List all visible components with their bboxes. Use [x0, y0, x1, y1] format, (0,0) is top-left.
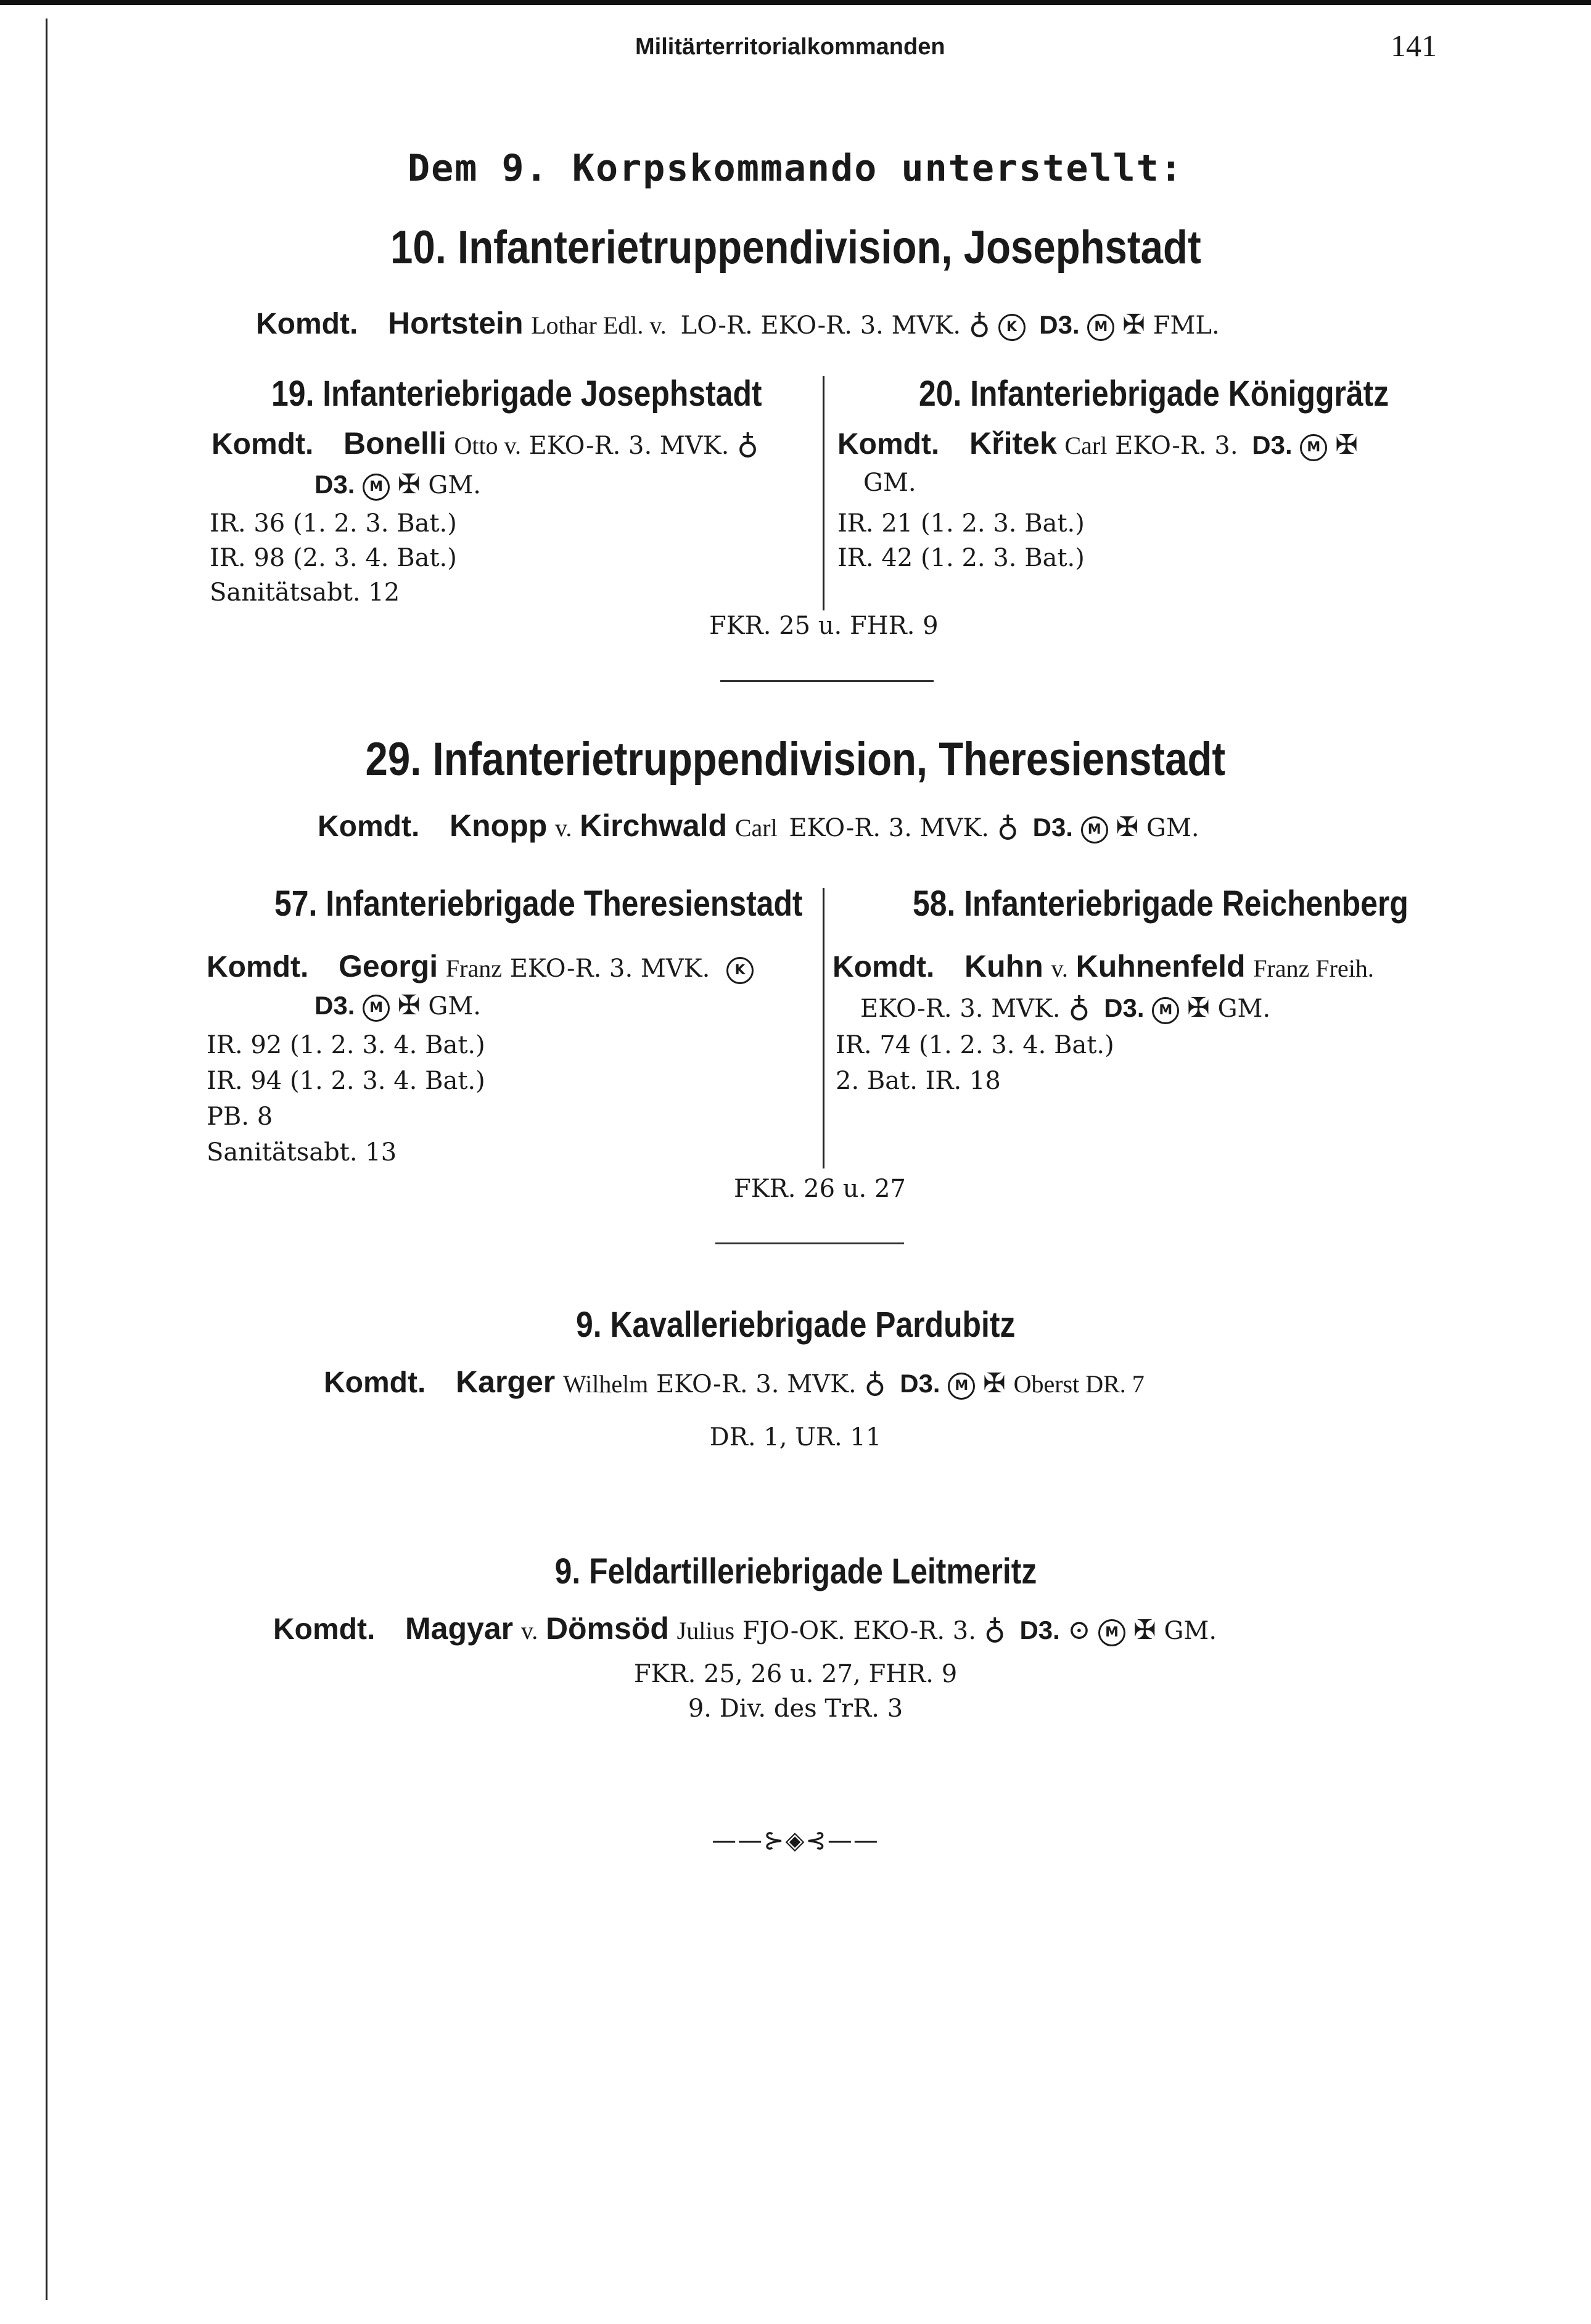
cross-icon: ✠ [1335, 429, 1358, 461]
medal-icon: ♁ [984, 1612, 1006, 1646]
divider [720, 680, 934, 682]
division-10-title: 10. Infanterietruppendivision, Josephstadt [390, 221, 1201, 274]
artillery-brigade-commander: Komdt. Magyar v. Dömsöd Julius FJO-OK. EKO-R. 3. ♁ D3. ⊙ M ✠ GM. [273, 1611, 1217, 1646]
top-border [0, 0, 1591, 5]
division-29-commander: Komdt. Knopp v. Kirchwald Carl EKO-R. 3. MVK. ♁ D3. M ✠ GM. [318, 808, 1199, 844]
division-29-artillery: FKR. 26 u. 27 [734, 1175, 906, 1203]
medal-icon: ♁ [1068, 990, 1090, 1024]
m-badge-icon: M [363, 995, 390, 1022]
binding-edge [46, 18, 47, 2300]
k-badge-icon: K [998, 314, 1026, 341]
brigade-19-unit: IR. 36 (1. 2. 3. Bat.) [210, 509, 457, 538]
medal-icon: ♁ [997, 809, 1019, 844]
m-badge-icon: M [1098, 1619, 1125, 1646]
brigade-57-commander: Komdt. Georgi Franz EKO-R. 3. MVK. K [207, 948, 754, 984]
m-badge-icon: M [1087, 314, 1114, 341]
division-10-commander: Komdt. Hortstein Lothar Edl. v. LO-R. EKO-R. 3. MVK. ♁ K D3. M ✠ FML. [256, 306, 1220, 341]
brigade-58-unit: IR. 74 (1. 2. 3. 4. Bat.) [836, 1031, 1114, 1059]
brigade-57-unit: Sanitätsabt. 13 [207, 1138, 397, 1167]
brigade-57-unit: IR. 94 (1. 2. 3. 4. Bat.) [207, 1067, 485, 1095]
brigade-20-commander-line2: GM. [863, 469, 916, 497]
cross-icon: ✠ [1186, 992, 1210, 1024]
brigade-58-commander: Komdt. Kuhn v. Kuhnenfeld Franz Freih. [832, 949, 1374, 983]
running-title: Militärterritorialkommanden [635, 34, 945, 60]
brigade-58-commander-line2: EKO-R. 3. MVK. ♁ D3. M ✠ GM. [860, 990, 1271, 1024]
cavalry-brigade-commander: Komdt. Karger Wilhelm EKO-R. 3. MVK. ♁ D3. M ✠ Oberst DR. 7 [324, 1365, 1145, 1400]
m-badge-icon: M [1081, 816, 1108, 844]
brigade-57-unit: PB. 8 [207, 1102, 273, 1131]
brigade-57-title: 57. Infanteriebrigade Theresienstadt [274, 884, 803, 924]
sun-icon: ⊙ [1067, 1614, 1091, 1646]
brigade-58-title: 58. Infanteriebrigade Reichenberg [913, 884, 1408, 924]
brigade-19-title: 19. Infanteriebrigade Josephstadt [271, 374, 762, 414]
cross-icon: ✠ [397, 990, 421, 1021]
medal-icon: ♁ [968, 306, 990, 341]
brigade-20-title: 20. Infanteriebrigade Königgrätz [919, 374, 1389, 414]
cross-icon: ✠ [983, 1368, 1006, 1399]
ornament-icon: ——⊱◈⊰—— [712, 1826, 879, 1855]
division-29-column-divider [823, 888, 824, 1168]
cavalry-brigade-title: 9. Kavalleriebrigade Pardubitz [575, 1305, 1016, 1345]
brigade-19-commander-line2: D3. M ✠ GM. [314, 469, 482, 500]
cross-icon: ✠ [397, 469, 421, 500]
brigade-20-commander: Komdt. Křitek Carl EKO-R. 3. D3. M ✠ [837, 426, 1358, 461]
cross-icon: ✠ [1122, 309, 1145, 340]
brigade-20-unit: IR. 42 (1. 2. 3. Bat.) [837, 544, 1085, 572]
brigade-58-unit: 2. Bat. IR. 18 [836, 1067, 1001, 1095]
m-badge-icon: M [363, 474, 390, 501]
medal-icon: ♁ [737, 427, 759, 461]
artillery-brigade-units: FKR. 25, 26 u. 27, FHR. 9 [633, 1660, 958, 1688]
section-title: Dem 9. Korpskommando unterstellt: [407, 147, 1184, 190]
brigade-19-unit: Sanitätsabt. 12 [210, 578, 400, 607]
brigade-19-unit: IR. 98 (2. 3. 4. Bat.) [210, 544, 457, 572]
m-badge-icon: M [1152, 997, 1179, 1024]
medal-icon: ♁ [864, 1365, 886, 1400]
cavalry-brigade-units: DR. 1, UR. 11 [709, 1423, 882, 1451]
artillery-brigade-title: 9. Feldartilleriebrigade Leitmeritz [554, 1551, 1037, 1591]
brigade-57-commander-line2: D3. M ✠ GM. [314, 990, 482, 1021]
brigade-57-unit: IR. 92 (1. 2. 3. 4. Bat.) [207, 1031, 485, 1059]
m-badge-icon: M [1300, 434, 1327, 461]
cross-icon: ✠ [1116, 811, 1139, 843]
k-badge-icon: K [726, 957, 754, 984]
brigade-20-unit: IR. 21 (1. 2. 3. Bat.) [837, 509, 1085, 538]
cross-icon: ✠ [1133, 1614, 1156, 1646]
artillery-brigade-units: 9. Div. des TrR. 3 [688, 1694, 903, 1723]
division-29-title: 29. Infanterietruppendivision, Theresienstadt [365, 733, 1226, 786]
division-10-artillery: FKR. 25 u. FHR. 9 [709, 612, 939, 640]
divider [715, 1242, 904, 1244]
m-badge-icon: M [948, 1373, 975, 1400]
brigade-19-commander: Komdt. Bonelli Otto v. EKO-R. 3. MVK. ♁ [212, 426, 759, 461]
page-number: 141 [1391, 28, 1437, 63]
